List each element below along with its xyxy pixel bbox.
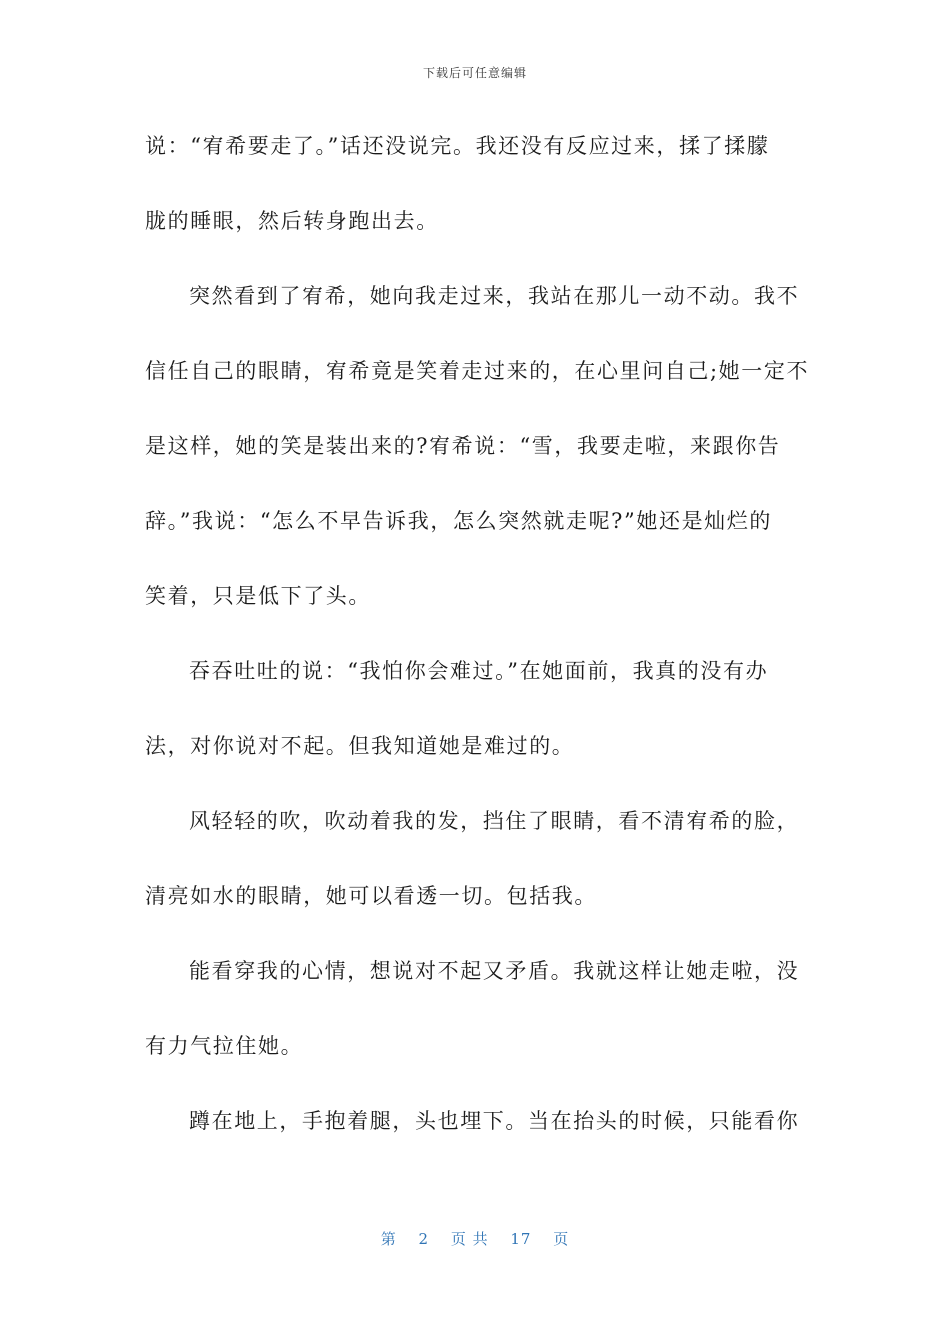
text-line: 吞吞吐吐的说：“我怕你会难过。”在她面前，我真的没有办 xyxy=(189,659,769,683)
text-line: 能看穿我的心情，想说对不起又矛盾。我就这样让她走啦，没 xyxy=(189,959,800,983)
text-line: 辞。”我说：“怎么不早告诉我，怎么突然就走呢?”她还是灿烂的 xyxy=(145,509,772,533)
text-line: 有力气拉住她。 xyxy=(145,1034,304,1058)
footer-current-page: 2 xyxy=(418,1230,430,1248)
page-footer xyxy=(0,1228,950,1249)
text-line: 法，对你说对不起。但我知道她是难过的。 xyxy=(145,734,575,758)
text-line: 笑着，只是低下了头。 xyxy=(145,584,371,608)
text-line: 突然看到了宥希，她向我走过来，我站在那儿一动不动。我不 xyxy=(189,284,800,308)
text-line: 胧的睡眼，然后转身跑出去。 xyxy=(145,209,439,233)
page-header-note: 下载后可任意编辑 xyxy=(422,66,527,80)
text-line: 蹲在地上，手抱着腿，头也埋下。当在抬头的时候，只能看你 xyxy=(189,1109,800,1133)
text-line: 说：“宥希要走了。”话还没说完。我还没有反应过来，揉了揉朦 xyxy=(145,134,770,158)
footer-total-pages: 17 xyxy=(510,1230,532,1248)
document-body xyxy=(145,120,810,1170)
text-line: 是这样，她的笑是装出来的?宥希说：“雪，我要走啦，来跟你告 xyxy=(145,434,781,458)
text-line: 信任自己的眼睛，宥希竟是笑着走过来的，在心里问自己;她一定不 xyxy=(145,359,810,383)
footer-di: 第 xyxy=(380,1230,397,1248)
text-line: 清亮如水的眼睛，她可以看透一切。包括我。 xyxy=(145,884,597,908)
footer-ye: 页 xyxy=(553,1230,570,1248)
footer-ye-gong: 页 共 xyxy=(450,1230,489,1248)
text-line: 风轻轻的吹，吹动着我的发，挡住了眼睛，看不清宥希的脸， xyxy=(189,809,800,833)
